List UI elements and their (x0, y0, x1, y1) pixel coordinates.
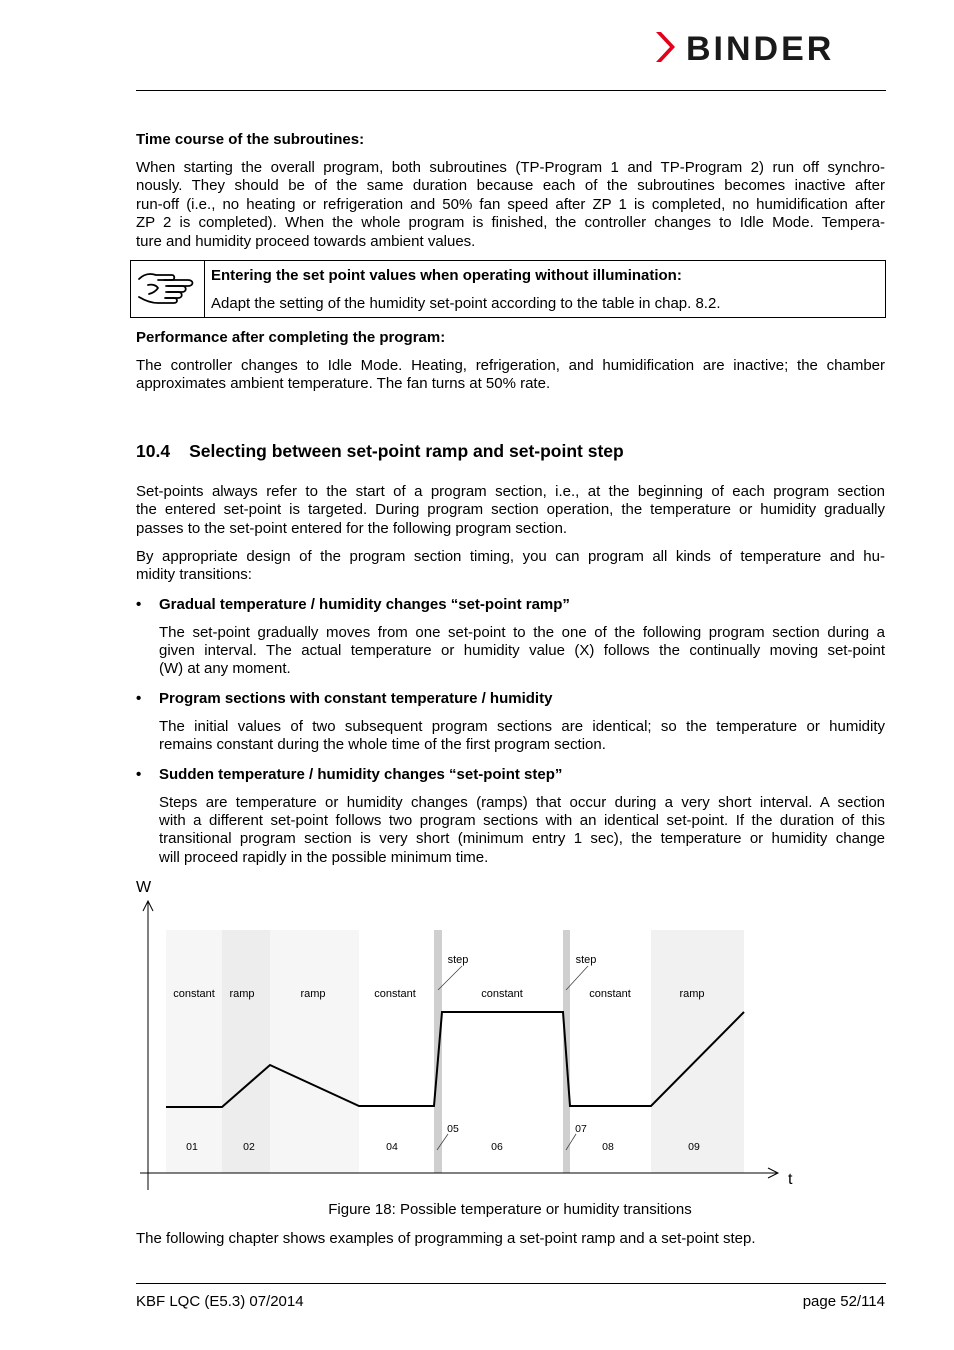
section-bg-03 (270, 930, 359, 1173)
section-number-label: 08 (602, 1141, 614, 1153)
section-number-label: 09 (688, 1141, 700, 1153)
section-bg-01 (166, 930, 222, 1173)
y-axis-label: W (136, 879, 152, 896)
section-bg-02 (222, 930, 270, 1173)
section-number-label: 04 (386, 1141, 398, 1153)
type-label-step: step (575, 954, 597, 966)
note-text: Adapt the setting of the humidity set-point according to the table in chap. 8.2. (211, 295, 721, 312)
bullet-constant-title: Program sections with constant temperature / humidity (159, 690, 553, 707)
x-axis-label: t (788, 1171, 793, 1188)
type-label-ramp: ramp (300, 988, 326, 1000)
footer-page-number: page 52/114 (802, 1293, 885, 1310)
bullet-ramp-text: The set-point gradually moves from one set-point to the one of the following program section during a given interval. The actual temperature or humidity value (X) follows the continually moving set-point (W) at any moment. (159, 624, 885, 678)
closing-text: The following chapter shows examples of programming a set-point ramp and a set-point step. (136, 1230, 756, 1247)
type-label-constant: constant (173, 988, 215, 1000)
time-course-heading: Time course of the subroutines: (136, 131, 365, 148)
logo-chevron-icon (656, 32, 675, 62)
intro-paragraph-2: By appropriate design of the program section timing, you can program all kinds of temperature and hu- midity transitions: (136, 548, 885, 584)
section-heading (136, 441, 624, 462)
pointing-hand-icon (136, 269, 198, 309)
header-rule (136, 90, 886, 91)
type-label-ramp: ramp (229, 988, 255, 1000)
footer-rule (136, 1283, 886, 1284)
section-bg-09 (651, 930, 744, 1173)
intro-paragraph-1: Set-points always refer to the start of a program section, i.e., at the beginning of each program section the entered set-point is targeted. During program section operation, the temperature or humidity gradually passes to the set-point entered for the following program section. (136, 483, 885, 537)
type-label-step: step (447, 954, 469, 966)
transitions-figure (0, 870, 954, 1195)
section-number-label: 05 (447, 1123, 459, 1135)
bullet-ramp-title: Gradual temperature / humidity changes “set-point ramp” (159, 596, 570, 613)
section-number-label: 06 (491, 1141, 503, 1153)
performance-paragraph: The controller changes to Idle Mode. Heating, refrigeration, and humidification are inactive; the chamber approximates ambient temperature. The fan turns at 50% rate. (136, 357, 885, 393)
note-icon-cell (131, 261, 205, 317)
logo-text: BINDER (686, 30, 835, 64)
bullet-step-title: Sudden temperature / humidity changes “set-point step” (159, 766, 563, 783)
note-title: Entering the set point values when operating without illumination: (211, 267, 682, 284)
section-number-label: 07 (575, 1123, 587, 1135)
type-label-constant: constant (481, 988, 523, 1000)
type-label-ramp: ramp (679, 988, 705, 1000)
performance-heading: Performance after completing the program: (136, 329, 446, 346)
note-box (130, 260, 886, 318)
section-title: Selecting between set-point ramp and set-point step (189, 441, 624, 461)
section-number-label: 02 (243, 1141, 255, 1153)
bullet-step-text: Steps are temperature or humidity changes (ramps) that occur during a very short interval. A section with a different set-point follows two program sections with an identical set-point. If the duration of this transitional program section is very short (minimum entry 1 sec), the temperature or humidity change will proceed rapidly in the possible minimum time. (159, 794, 885, 866)
time-course-paragraph: When starting the overall program, both subroutines (TP-Program 1 and TP-Program 2) run off synchro- nously. They should be of the same duration because each of the subroutines becomes inactive after run-off (i.e., no heating or refrigeration and 50% fan speed after ZP 1 is completed, no humidification after ZP 2 is completed). When the whole program is finished, the controller changes to Idle Mode. Tempera- ture and humidity proceed towards ambient values. (136, 159, 885, 250)
section-number: 10.4 (136, 441, 171, 461)
type-label-constant: constant (589, 988, 631, 1000)
section-number-label: 01 (186, 1141, 198, 1153)
bullet-step: • Sudden temperature / humidity changes “set-point step” (136, 766, 563, 783)
type-label-constant: constant (374, 988, 416, 1000)
bullet-constant: • Program sections with constant temperature / humidity (136, 690, 553, 707)
bullet-ramp: • Gradual temperature / humidity changes “set-point ramp” (136, 596, 570, 613)
footer-doc-id: KBF LQC (E5.3) 07/2014 (136, 1293, 304, 1310)
binder-logo (656, 30, 886, 64)
bullet-constant-text: The initial values of two subsequent program sections are identical; so the temperature or humidity remains constant during the whole time of the first program section. (159, 718, 885, 754)
figure-caption: Figure 18: Possible temperature or humidity transitions (328, 1201, 692, 1218)
